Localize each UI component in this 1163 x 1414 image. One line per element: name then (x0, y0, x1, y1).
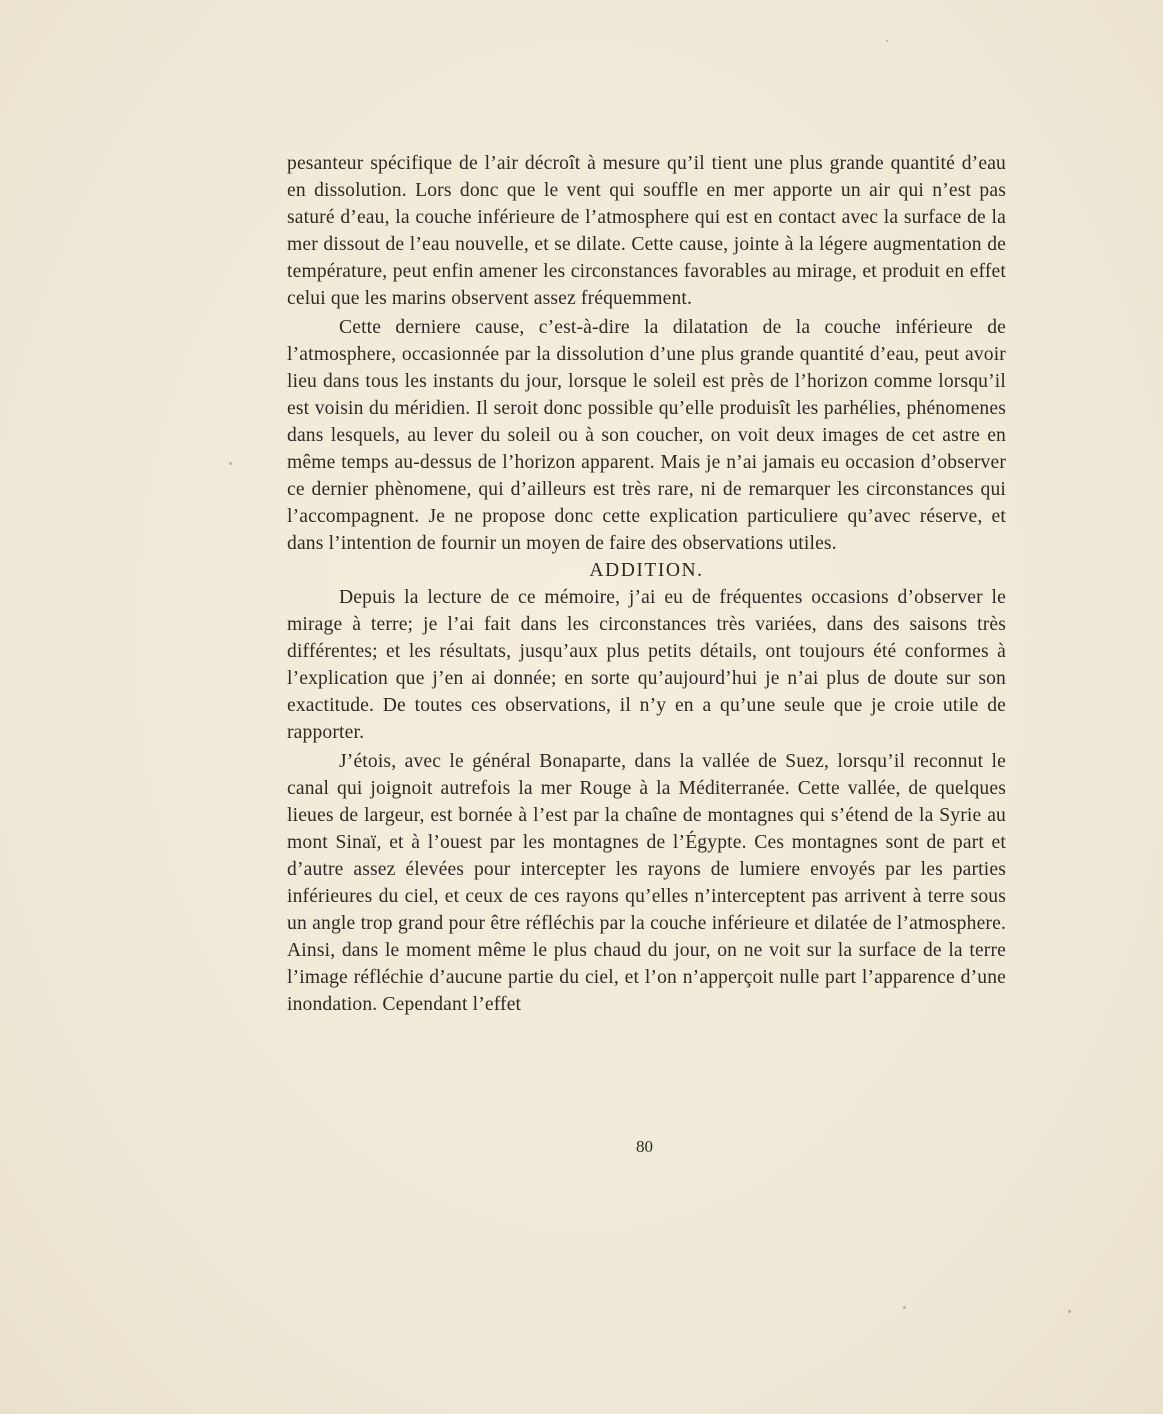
page-number: 80 (636, 1137, 653, 1156)
paragraph-2: Cette derniere cause, c’est-à-dire la dilatation de la couche inférieure de l’atmosphere, occasionnée par la dissolution d’une plus grande quantité d’eau, peut avoir lieu dans tous les instants du jour, lorsque le soleil est près de l’horizon comme lorsqu’il est voisin du méridien. Il seroit donc possible qu’elle produisît les parhélies, phénomenes dans lesquels, au lever du soleil ou à son coucher, on voit deux images de cet astre en même temps au-dessus de l’horizon apparent. Mais je n’ai jamais eu occasion d’observer ce dernier phènomene, qui d’ailleurs est très rare, ni de remarquer les circonstances qui l’accompagnent. Je ne propose donc cette explication particuliere qu’avec réserve, et dans l’intention de fournir un moyen de faire des observations utiles. (287, 317, 1006, 554)
addition-paragraph-2: J’étois, avec le général Bonaparte, dans la vallée de Suez, lorsqu’il reconnut le canal qui joignoit autrefois la mer Rouge à la Méditerranée. Cette vallée, de quelques lieues de largeur, est bornée à l’est par la chaîne de montagnes qui s’étend de la Syrie au mont Sinaï, et à l’ouest par les montagnes de l’Égypte. Ces montagnes sont de part et d’autre assez élevées pour intercepter les rayons de lumiere envoyés par les parties inférieures du ciel, et ceux de ces rayons qu’elles n’interceptent pas arrivent à terre sous un angle trop grand pour être réfléchis par la couche inférieure et dilatée de l’atmosphere. Ainsi, dans le moment même le plus chaud du jour, on ne voit sur la surface de la terre l’image réfléchie d’aucune partie du ciel, et l’on n’apperçoit nulle part l’apparence d’une inondation. Cependant l’effet (287, 751, 1006, 1015)
paper-speck (1068, 1310, 1071, 1313)
paper-speck (903, 1306, 906, 1309)
paper-speck (886, 40, 888, 42)
paper-speck (229, 462, 232, 465)
paragraph-1: pesanteur spécifique de l’air décroît à mesure qu’il tient une plus grande quantité d’eau en dissolution. Lors donc que le vent qui souffle en mer apporte un air qui n’est pas saturé d’eau, la couche inférieure de l’atmosphere qui est en contact avec la surface de la mer dissout de l’eau nouvelle, et se dilate. Cette cause, jointe à la légere augmentation de température, peut enfin amener les circonstances favorables au mirage, et produit en effet celui que les marins observent assez fréquemment. (287, 153, 1006, 309)
section-title: ADDITION. (589, 560, 704, 581)
main-text-block (287, 150, 1006, 1018)
addition-paragraph-1: Depuis la lecture de ce mémoire, j’ai eu de fréquentes occasions d’observer le mirage à terre; je l’ai fait dans les circonstances très variées, dans des saisons très différentes; et les résultats, jusqu’aux plus petits détails, ont toujours été conformes à l’explication que j’en ai donnée; en sorte qu’aujourd’hui je n’ai plus de doute sur son exactitude. De toutes ces observations, il n’y en a qu’une seule que je croie utile de rapporter. (287, 587, 1006, 743)
